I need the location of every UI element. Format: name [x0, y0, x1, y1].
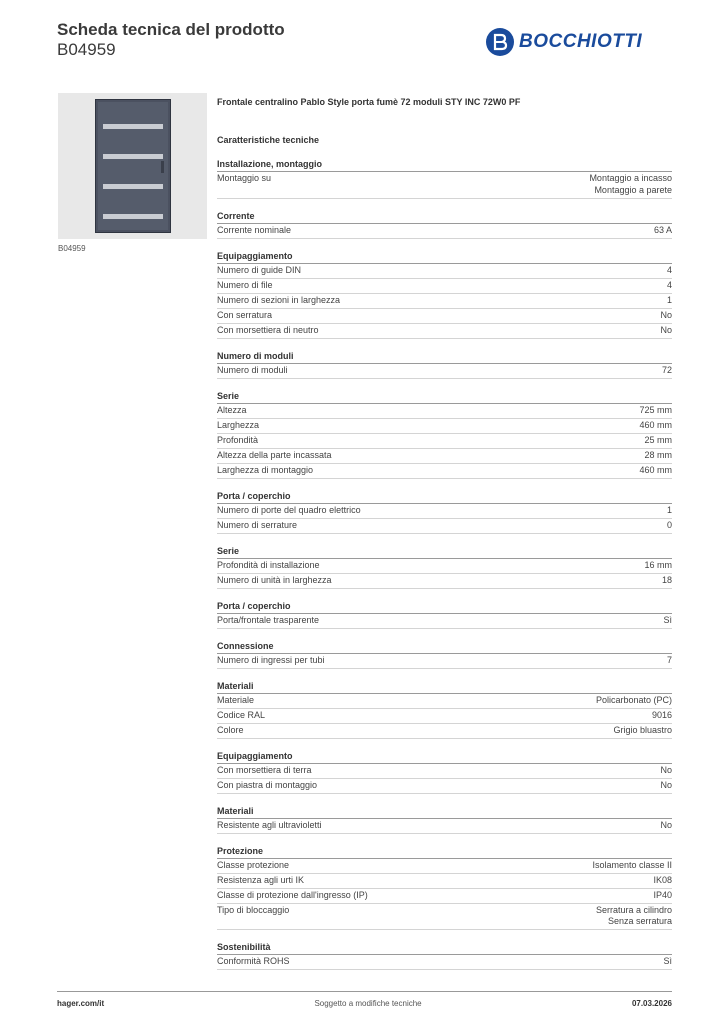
spec-group-title: Protezione: [217, 845, 672, 859]
spec-row: [217, 819, 672, 834]
product-code: B04959: [57, 40, 116, 59]
spec-value: Montaggio a incasso Montaggio a parete: [589, 173, 672, 195]
spec-value: 460 mm: [639, 419, 672, 430]
spec-label: Profondità: [217, 434, 259, 445]
spec-group: [217, 640, 672, 669]
spec-group: [217, 941, 672, 970]
spec-value: 0: [666, 519, 672, 530]
spec-label: Numero di unità in larghezza: [217, 574, 332, 585]
spec-label: Corrente nominale: [217, 224, 292, 235]
spec-value: Grigio bluastro: [613, 724, 672, 735]
spec-row: [217, 904, 672, 931]
bocchiotti-logo-icon: [486, 28, 514, 56]
spec-row: [217, 264, 672, 279]
spec-value: 9016: [651, 709, 672, 720]
footer-notice: Soggetto a modifiche tecniche: [314, 999, 422, 1008]
spec-label: Numero di moduli: [217, 364, 288, 375]
spec-value: Sì: [663, 614, 672, 625]
spec-label: Con piastra di montaggio: [217, 779, 318, 790]
spec-group: [217, 350, 672, 379]
spec-groups: [217, 158, 672, 970]
spec-group-title: Serie: [217, 390, 672, 404]
spec-row: [217, 519, 672, 534]
spec-group-title: Connessione: [217, 640, 672, 654]
brand-logo: [486, 28, 642, 56]
spec-row: [217, 279, 672, 294]
spec-label: Con morsettiera di terra: [217, 764, 312, 775]
spec-group: [217, 750, 672, 794]
spec-label: Materiale: [217, 694, 255, 705]
spec-group: [217, 210, 672, 239]
spec-value: 25 mm: [644, 434, 672, 445]
spec-row: [217, 574, 672, 589]
spec-value: IP40: [653, 889, 672, 900]
spec-group-title: Numero di moduli: [217, 350, 672, 364]
spec-sheet: [217, 96, 672, 981]
spec-label: Resistente agli ultravioletti: [217, 819, 322, 830]
spec-group: [217, 680, 672, 739]
spec-row: [217, 889, 672, 904]
spec-label: Altezza della parte incassata: [217, 449, 332, 460]
spec-value: Sì: [663, 956, 672, 966]
spec-label: Classe protezione: [217, 859, 290, 870]
spec-value: 63 A: [653, 224, 672, 235]
spec-value: 18: [661, 574, 672, 585]
spec-label: Numero di guide DIN: [217, 264, 302, 275]
spec-group: [217, 250, 672, 339]
spec-label: Tipo di bloccaggio: [217, 904, 290, 915]
spec-row: [217, 172, 672, 199]
spec-label: Colore: [217, 724, 244, 735]
spec-value: Serratura a cilindro Senza serratura: [595, 904, 672, 926]
footer-website: hager.com/it: [57, 999, 105, 1008]
spec-row: [217, 859, 672, 874]
spec-label: Altezza: [217, 404, 247, 415]
spec-value: 1: [666, 294, 672, 305]
spec-value: 1: [666, 504, 672, 515]
spec-value: 72: [661, 364, 672, 375]
specs-heading: Caratteristiche tecniche: [217, 135, 320, 145]
spec-group-title: Corrente: [217, 210, 672, 224]
spec-label: Con serratura: [217, 309, 273, 320]
spec-group: [217, 390, 672, 479]
spec-row: [217, 874, 672, 889]
spec-row: [217, 614, 672, 629]
spec-group-title: Sostenibilità: [217, 941, 672, 955]
page-footer: [57, 991, 672, 1008]
spec-row: [217, 559, 672, 574]
spec-row: [217, 779, 672, 794]
spec-value: No: [660, 819, 672, 830]
spec-group-title: Porta / coperchio: [217, 600, 672, 614]
spec-value: No: [660, 309, 672, 320]
spec-group-title: Equipaggiamento: [217, 250, 672, 264]
spec-label: Profondità di installazione: [217, 559, 320, 570]
spec-row: [217, 694, 672, 709]
product-name: Frontale centralino Pablo Style porta fumè 72 moduli STY INC 72W0 PF: [217, 97, 521, 107]
spec-value: IK08: [653, 874, 672, 885]
spec-row: [217, 724, 672, 739]
panel-front-icon: [95, 99, 171, 233]
spec-group-title: Installazione, montaggio: [217, 158, 672, 172]
spec-value: 28 mm: [644, 449, 672, 460]
spec-row: [217, 309, 672, 324]
spec-label: Classe di protezione dall'ingresso (IP): [217, 889, 368, 900]
spec-value: No: [660, 779, 672, 790]
spec-value: 4: [666, 279, 672, 290]
spec-row: [217, 504, 672, 519]
spec-row: [217, 464, 672, 479]
spec-group-title: Materiali: [217, 805, 672, 819]
spec-group: [217, 600, 672, 629]
spec-group: [217, 545, 672, 589]
spec-group: [217, 805, 672, 834]
spec-row: [217, 709, 672, 724]
spec-row: [217, 419, 672, 434]
spec-label: Numero di porte del quadro elettrico: [217, 504, 361, 515]
spec-row: [217, 294, 672, 309]
spec-value: 4: [666, 264, 672, 275]
spec-group-title: Porta / coperchio: [217, 490, 672, 504]
spec-group: [217, 158, 672, 199]
spec-label: Resistenza agli urti IK: [217, 874, 305, 885]
spec-value: 725 mm: [639, 404, 672, 415]
spec-value: No: [660, 324, 672, 335]
spec-label: Larghezza di montaggio: [217, 464, 314, 475]
spec-value: 16 mm: [644, 559, 672, 570]
spec-label: Con morsettiera di neutro: [217, 324, 319, 335]
spec-label: Larghezza: [217, 419, 260, 430]
spec-value: Isolamento classe II: [592, 859, 672, 870]
spec-row: [217, 955, 672, 970]
spec-row: [217, 404, 672, 419]
spec-value: 460 mm: [639, 464, 672, 475]
spec-value: 7: [666, 654, 672, 665]
spec-label: Porta/frontale trasparente: [217, 614, 320, 625]
spec-row: [217, 449, 672, 464]
spec-group-title: Materiali: [217, 680, 672, 694]
footer-date: 07.03.2026: [631, 999, 672, 1008]
page-header: [57, 20, 285, 60]
spec-group: [217, 490, 672, 534]
image-caption: B04959: [58, 244, 86, 253]
spec-row: [217, 764, 672, 779]
page-title: Scheda tecnica del prodotto: [57, 20, 285, 39]
spec-row: [217, 324, 672, 339]
product-image: [58, 93, 207, 239]
spec-group-title: Serie: [217, 545, 672, 559]
spec-label: Numero di serrature: [217, 519, 298, 530]
spec-group-title: Equipaggiamento: [217, 750, 672, 764]
spec-label: Numero di ingressi per tubi: [217, 654, 325, 665]
spec-label: Codice RAL: [217, 709, 266, 720]
spec-value: Policarbonato (PC): [595, 694, 672, 705]
spec-label: Montaggio su: [217, 173, 272, 183]
spec-row: [217, 654, 672, 669]
spec-group: [217, 845, 672, 931]
spec-row: [217, 434, 672, 449]
spec-label: Conformità ROHS: [217, 956, 290, 966]
spec-label: Numero di file: [217, 279, 273, 290]
spec-row: [217, 364, 672, 379]
spec-label: Numero di sezioni in larghezza: [217, 294, 341, 305]
brand-name: BOCCHIOTTI: [519, 31, 643, 52]
spec-row: [217, 224, 672, 239]
spec-value: No: [660, 764, 672, 775]
